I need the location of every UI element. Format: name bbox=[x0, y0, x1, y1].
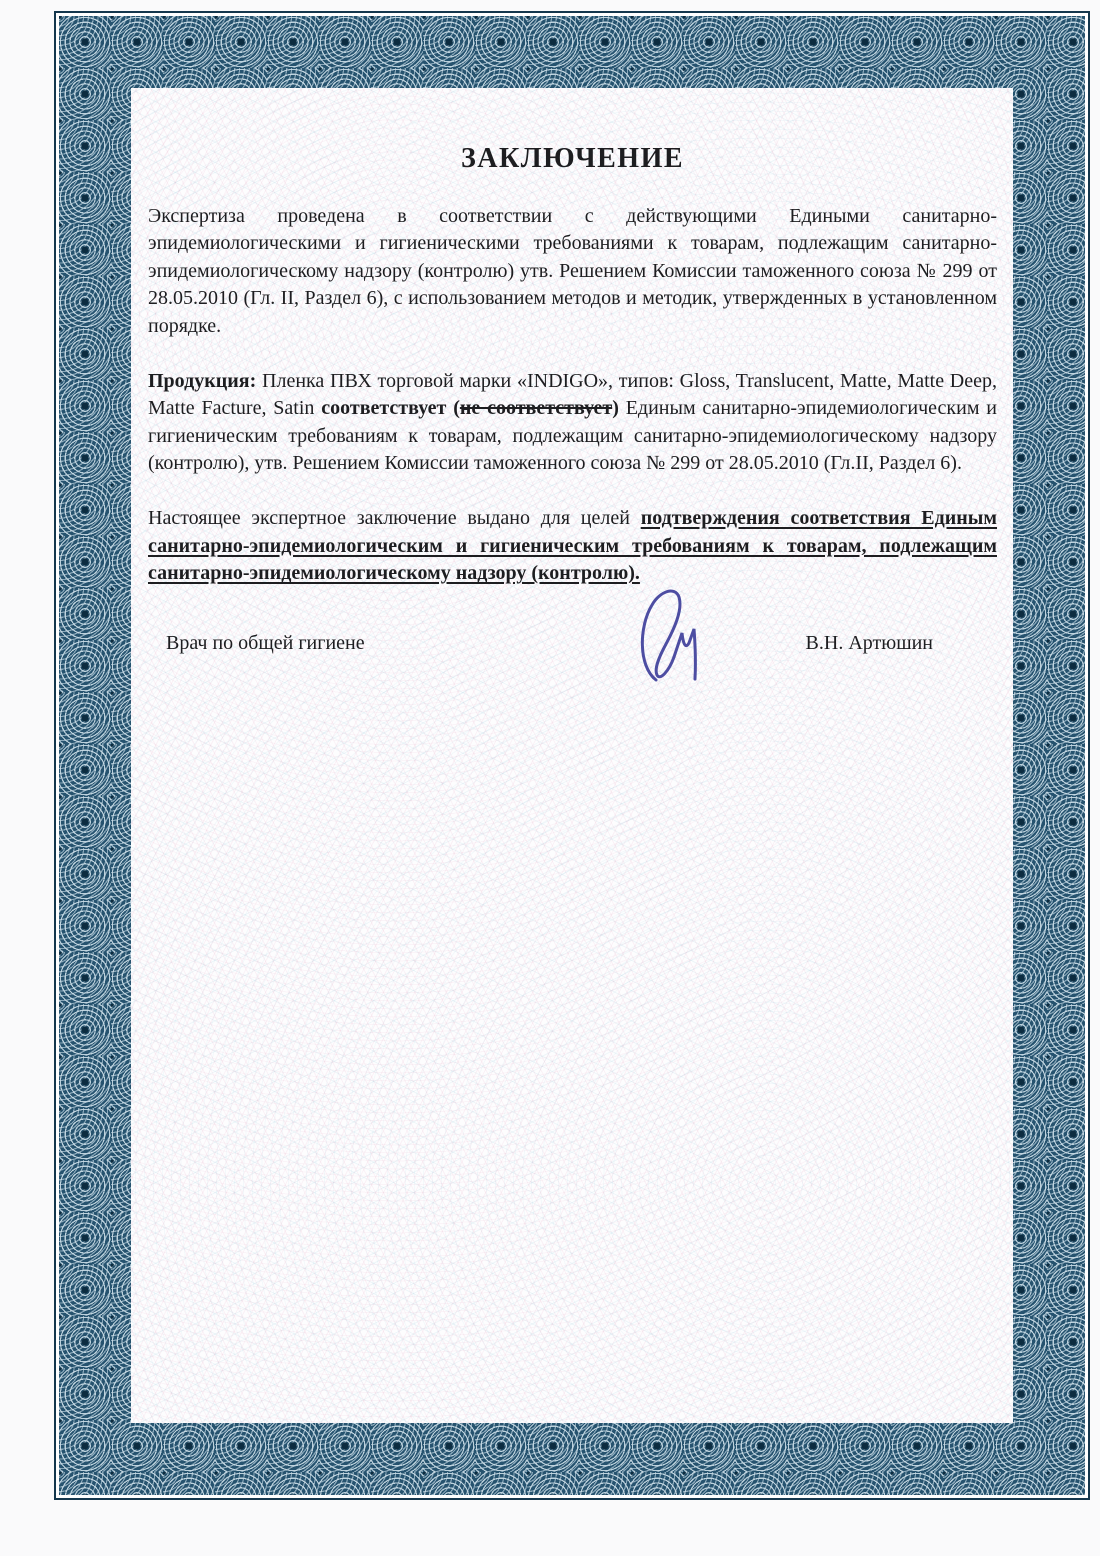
paragraph-product bbox=[148, 368, 997, 478]
signer-role: Врач по общей гигиене bbox=[166, 631, 365, 654]
product-description: Пленка ПВХ торговой марки «INDIGO», типов: Gloss, Translucent, Matte, Matte Deep, Matte Facture, Satin bbox=[148, 369, 997, 420]
product-verdict: соответствует bbox=[321, 397, 447, 420]
guilloche-frame bbox=[54, 11, 1090, 1500]
verdict-paren-open: ( bbox=[453, 397, 460, 420]
signature-row bbox=[148, 632, 997, 655]
product-requirements: Единым санитарно-эпидемиологическим и гигиеническим требованиям к товарам, подлежащим санитарно-эпидемиологическому надзору (контролю), утв. Решением Комиссии таможенного союза № 299 от 28.05.2010 (Гл.II, Раздел 6). bbox=[148, 397, 998, 475]
document-title: ЗАКЛЮЧЕНИЕ bbox=[460, 143, 685, 174]
signature-scribble bbox=[625, 584, 721, 692]
expertise-text: Экспертиза проведена в соответствии с действующими Едиными санитарно-эпидемиологическими и гигиеническими требованиями к товарам, подлежащим санитарно-эпидемиологическому надзору (контролю) утв. Решением Комиссии таможенного союза № 299 от 28.05.2010 (Гл. II, Раздел 6), с использованием методов и методик, утвержденных в установленном порядке. bbox=[148, 204, 997, 337]
verdict-paren-close: ) bbox=[612, 397, 619, 420]
purpose-intro: Настоящее экспертное заключение выдано для целей bbox=[148, 506, 630, 529]
product-label: Продукция: bbox=[148, 369, 257, 392]
guilloche-border-band bbox=[59, 16, 1085, 1495]
paragraph-expertise bbox=[148, 203, 997, 341]
paragraph-purpose bbox=[148, 505, 997, 588]
purpose-underlined: подтверждения соответствия Единым санитарно-эпидемиологическим и гигиеническим требованиям к товарам, подлежащим санитарно-эпидемиологическому надзору (контролю). bbox=[148, 506, 997, 585]
verdict-strikethrough: не соответствует bbox=[459, 397, 613, 420]
signer-name: В.Н. Артюшин bbox=[805, 631, 933, 654]
document-content bbox=[131, 88, 1013, 1423]
